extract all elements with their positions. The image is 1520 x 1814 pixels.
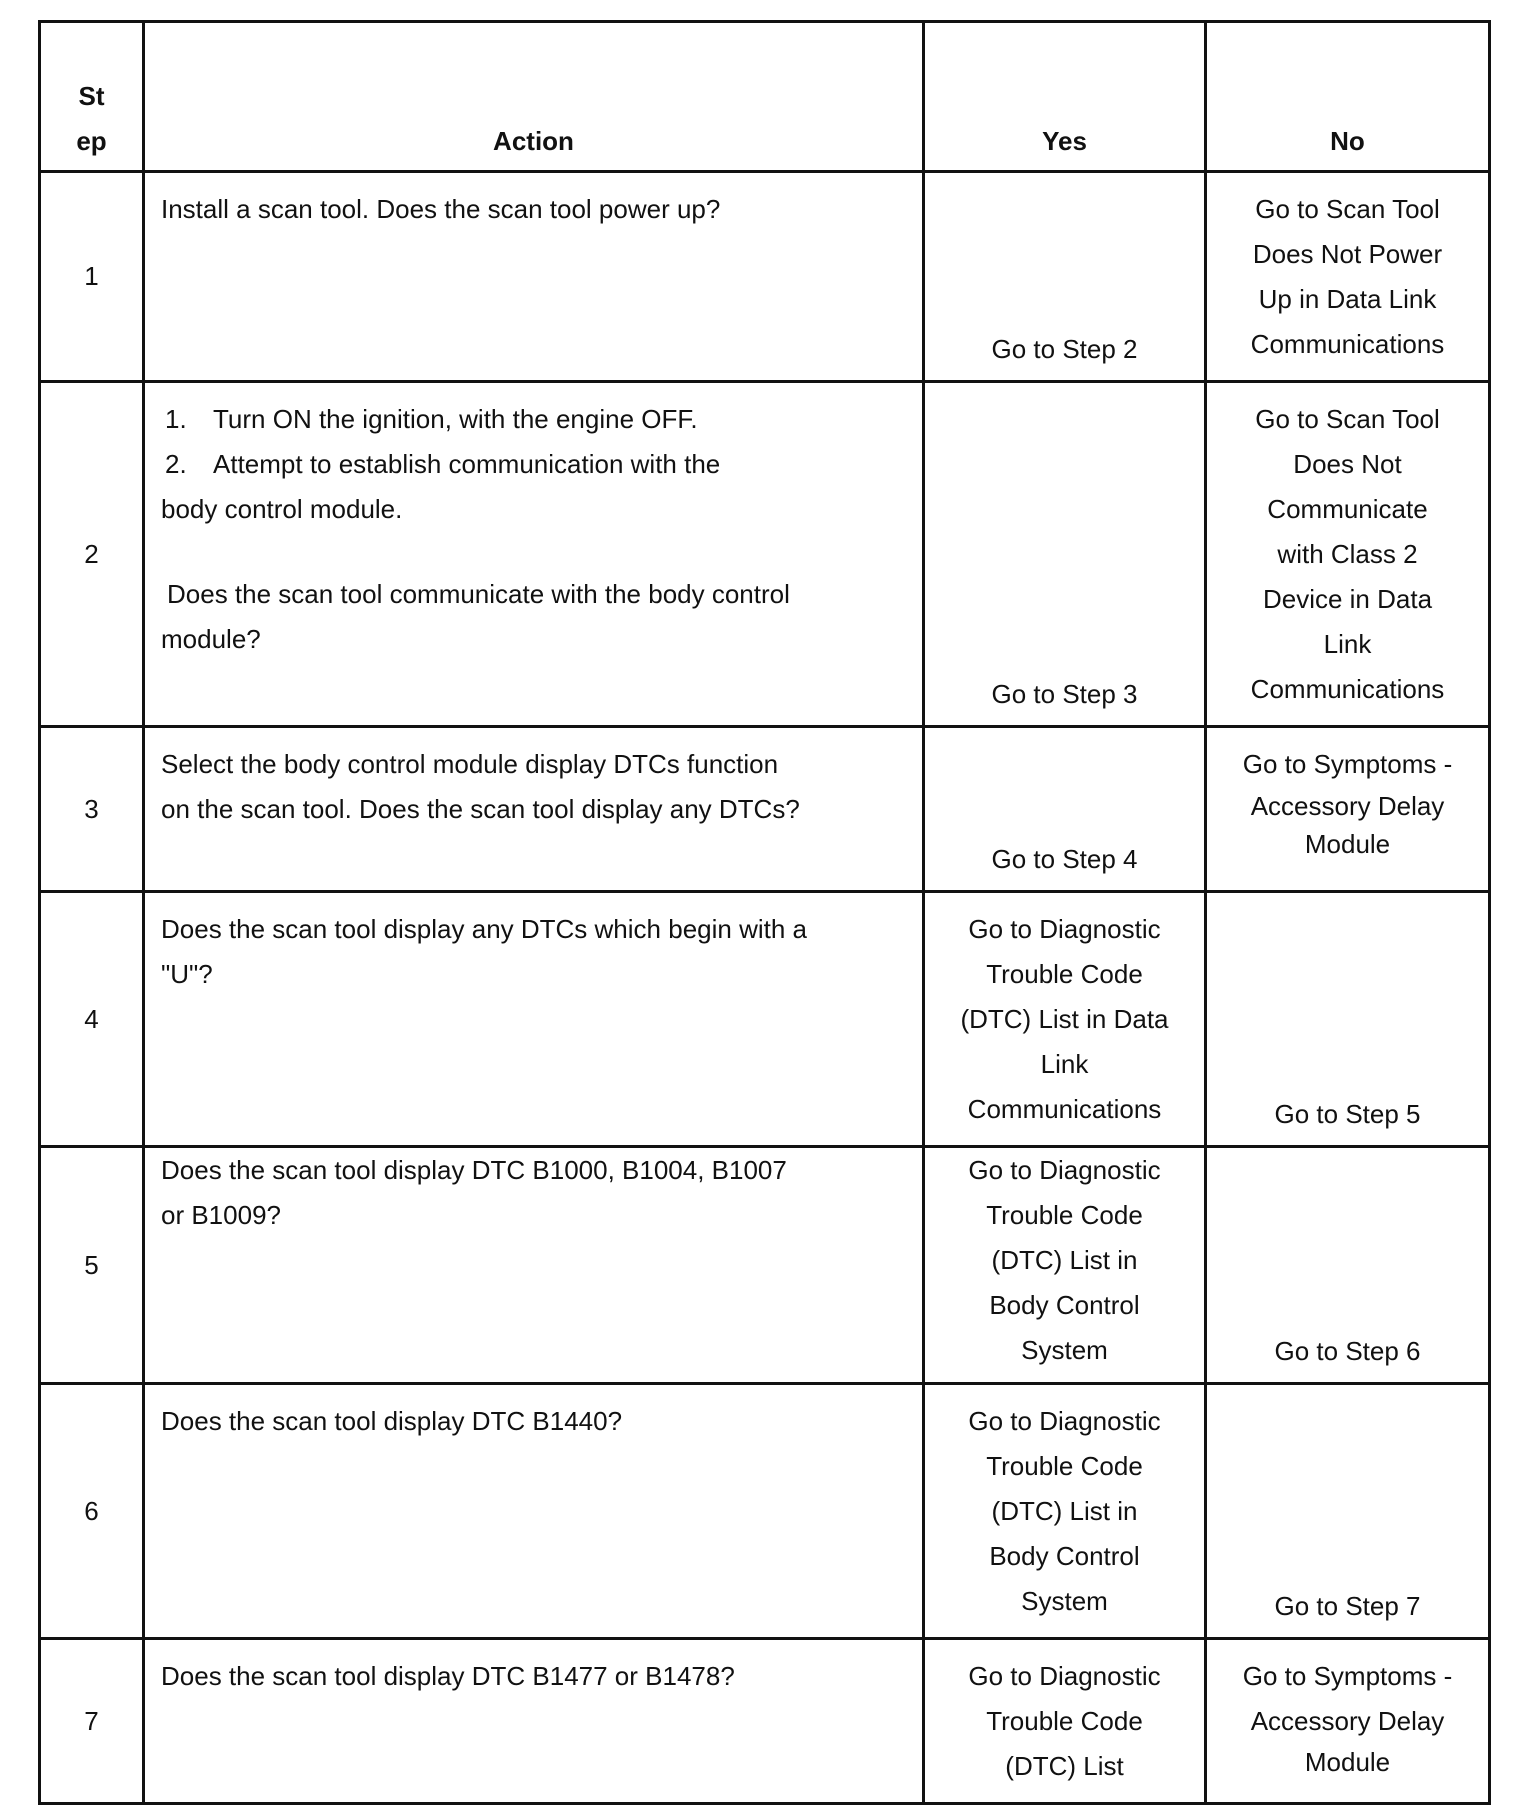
- action-cell: [144, 382, 924, 727]
- question-line: Does the scan tool communicate with the body control: [167, 579, 790, 609]
- yes-line: Go to Diagnostic: [968, 1406, 1161, 1436]
- step-header: [40, 22, 144, 172]
- no-line: Go to Scan Tool: [1255, 194, 1440, 224]
- yes-line: System: [1021, 1335, 1108, 1365]
- no-cell: [1206, 1384, 1490, 1639]
- yes-line: (DTC) List in: [991, 1496, 1138, 1526]
- diagnostic-table: [38, 20, 1491, 1805]
- yes-cell: [924, 1384, 1206, 1639]
- list-item: [161, 442, 862, 487]
- action-text: Does the scan tool display DTC B1477 or B1478?: [161, 1661, 735, 1691]
- action-line: Does the scan tool display any DTCs which begin with a: [161, 914, 807, 944]
- list-number: 1.: [165, 404, 187, 434]
- list-text: Attempt to establish communication with the: [213, 449, 721, 479]
- step-number: 6: [40, 1384, 144, 1639]
- no-line: Accessory Delay: [1250, 791, 1445, 821]
- yes-line: Trouble Code: [986, 1451, 1143, 1481]
- no-line: Link: [1323, 629, 1372, 659]
- yes-line: Trouble Code: [986, 1706, 1143, 1736]
- action-list: [161, 397, 862, 487]
- no-text: Go to Step 5: [1274, 1099, 1421, 1129]
- step-number: 7: [40, 1639, 144, 1804]
- yes-line: Go to Diagnostic: [968, 914, 1161, 944]
- yes-cell: [924, 1147, 1206, 1384]
- no-line: Communications: [1250, 329, 1445, 359]
- yes-cell: [924, 727, 1206, 892]
- action-header: Action: [144, 22, 924, 172]
- no-line: Go to Symptoms -: [1242, 1661, 1453, 1691]
- no-line: Module: [1304, 829, 1391, 859]
- no-line: Module: [1304, 1747, 1391, 1777]
- action-line: on the scan tool. Does the scan tool display any DTCs?: [161, 794, 800, 824]
- no-line: Up in Data Link: [1258, 284, 1437, 314]
- list-number: 2.: [165, 449, 187, 479]
- step-number: 4: [40, 892, 144, 1147]
- yes-cell: [924, 892, 1206, 1147]
- action-text: Install a scan tool. Does the scan tool power up?: [161, 194, 721, 224]
- no-line: with Class 2: [1277, 539, 1418, 569]
- step-number: 3: [40, 727, 144, 892]
- action-text: Does the scan tool display DTC B1440?: [161, 1406, 623, 1436]
- action-cell: [144, 1639, 924, 1804]
- yes-line: Communications: [967, 1094, 1162, 1124]
- yes-line: (DTC) List in Data: [960, 1004, 1169, 1034]
- action-cell: [144, 892, 924, 1147]
- no-text: Go to Step 7: [1274, 1591, 1421, 1621]
- step-number: 1: [40, 172, 144, 382]
- no-header: No: [1206, 22, 1490, 172]
- action-line: or B1009?: [161, 1200, 281, 1230]
- list-text: Turn ON the ignition, with the engine OFF.: [213, 404, 698, 434]
- table-row: [40, 172, 1490, 382]
- action-cell: [144, 1147, 924, 1384]
- step-number: 5: [40, 1147, 144, 1384]
- yes-header: Yes: [924, 22, 1206, 172]
- no-cell: [1206, 892, 1490, 1147]
- no-line: Communicate: [1267, 494, 1428, 524]
- action-cell: [144, 172, 924, 382]
- no-cell: [1206, 382, 1490, 727]
- yes-line: (DTC) List in: [991, 1245, 1138, 1275]
- yes-line: Go to Diagnostic: [968, 1155, 1161, 1185]
- table-row: [40, 727, 1490, 892]
- yes-text: Go to Step 2: [991, 334, 1138, 364]
- no-line: Device in Data: [1262, 584, 1433, 614]
- action-line: Does the scan tool display DTC B1000, B1004, B1007: [161, 1155, 787, 1185]
- action-cell: [144, 727, 924, 892]
- no-line: Does Not Power: [1252, 239, 1443, 269]
- no-line: Go to Symptoms -: [1242, 749, 1453, 779]
- list-item: [161, 397, 862, 442]
- table-row: [40, 1147, 1490, 1384]
- yes-line: Body Control: [989, 1541, 1140, 1571]
- step-header-line2: ep: [76, 126, 107, 156]
- yes-text: Go to Step 4: [991, 844, 1138, 874]
- yes-line: Trouble Code: [986, 1200, 1143, 1230]
- no-line: Go to Scan Tool: [1255, 404, 1440, 434]
- yes-line: Link: [1040, 1049, 1089, 1079]
- yes-cell: [924, 172, 1206, 382]
- header-row: [40, 22, 1490, 172]
- action-line: Select the body control module display DTCs function: [161, 749, 779, 779]
- table-row: [40, 1639, 1490, 1804]
- no-line: Does Not: [1293, 449, 1402, 479]
- action-cell: [144, 1384, 924, 1639]
- no-line: Accessory Delay: [1250, 1706, 1445, 1736]
- no-cell: [1206, 172, 1490, 382]
- no-line: Communications: [1250, 674, 1445, 704]
- step-header-line1: St: [78, 81, 105, 111]
- table-row: [40, 1384, 1490, 1639]
- no-cell: [1206, 727, 1490, 892]
- yes-line: (DTC) List: [1005, 1751, 1124, 1781]
- table-row: [40, 382, 1490, 727]
- yes-cell: [924, 1639, 1206, 1804]
- no-cell: [1206, 1147, 1490, 1384]
- yes-text: Go to Step 3: [991, 679, 1138, 709]
- action-line: "U"?: [161, 959, 213, 989]
- yes-line: Trouble Code: [986, 959, 1143, 989]
- step-number: 2: [40, 382, 144, 727]
- yes-line: System: [1021, 1586, 1108, 1616]
- yes-line: Body Control: [989, 1290, 1140, 1320]
- yes-cell: [924, 382, 1206, 727]
- no-text: Go to Step 6: [1274, 1336, 1421, 1366]
- question-line: module?: [161, 624, 261, 654]
- table-row: [40, 892, 1490, 1147]
- list-continuation: body control module.: [161, 494, 403, 524]
- yes-line: Go to Diagnostic: [968, 1661, 1161, 1691]
- no-cell: [1206, 1639, 1490, 1804]
